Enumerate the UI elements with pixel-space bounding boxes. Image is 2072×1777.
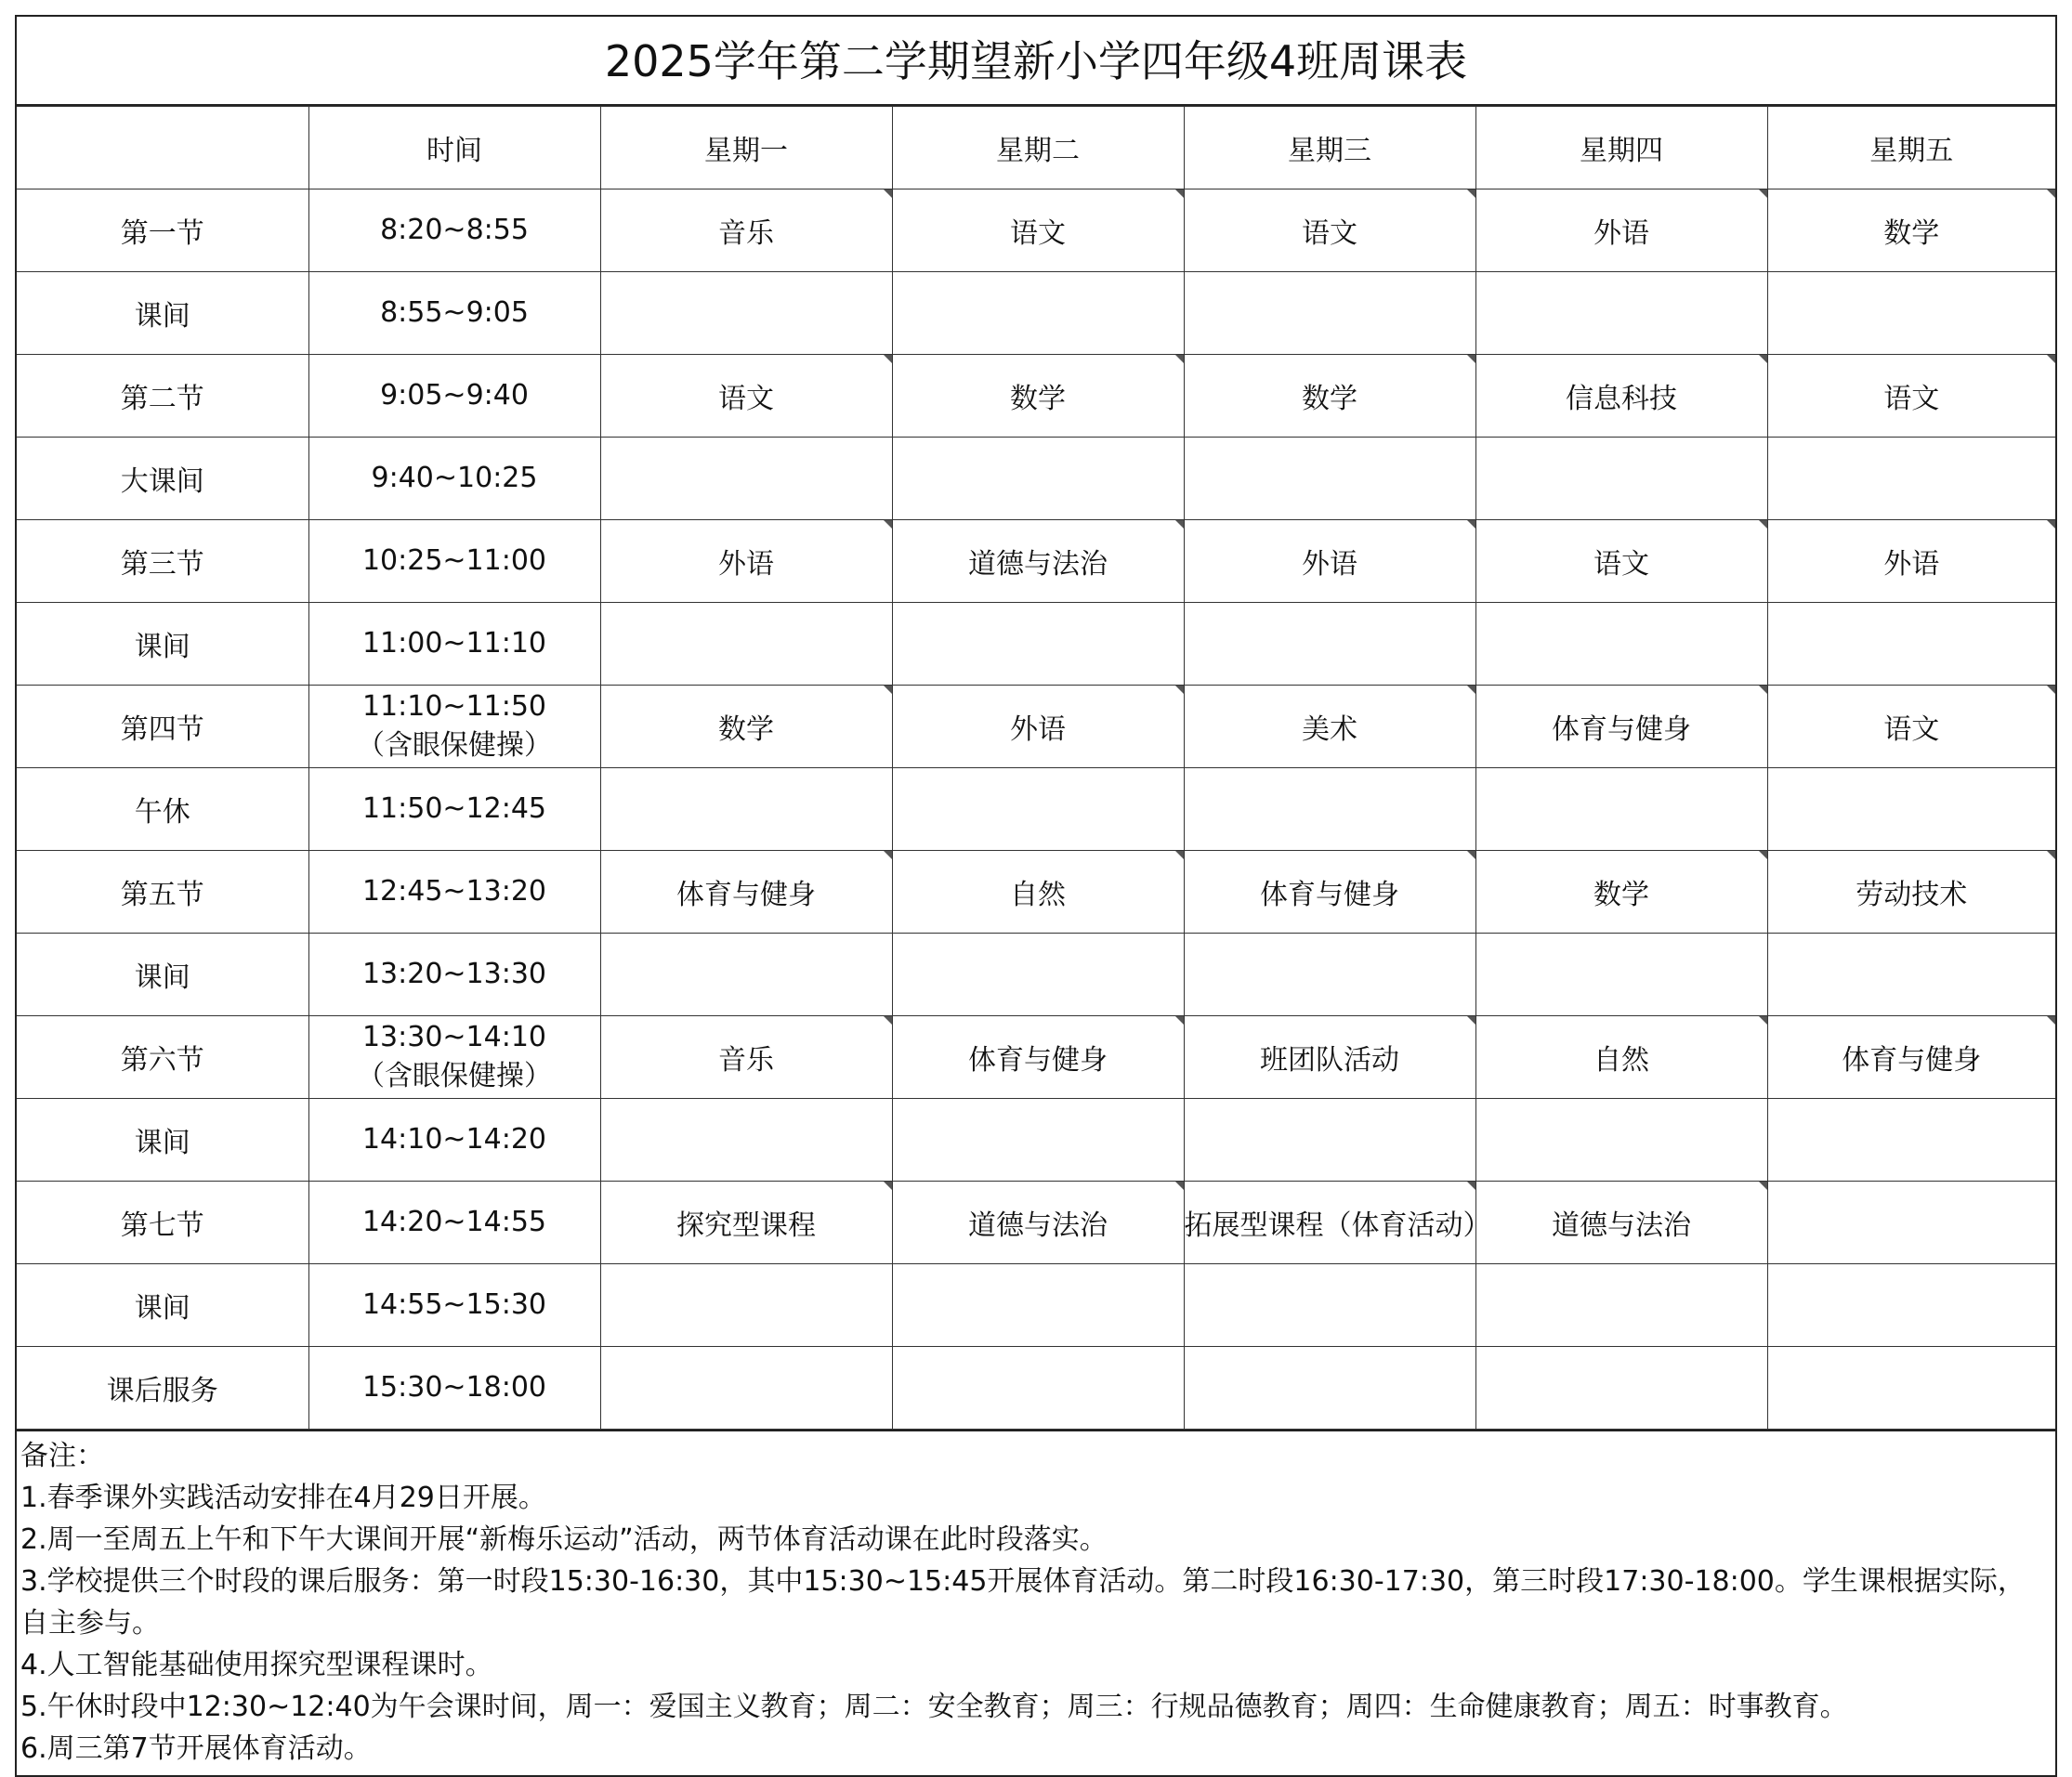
subject-cell [1767,272,2055,355]
table-row [17,189,2055,272]
subject-cell [1767,438,2055,520]
subject-cell: 音乐 [600,1016,892,1099]
header-row [17,107,2055,189]
time-cell [308,851,600,934]
subject-cell [1475,438,1767,520]
subject-cell [1475,603,1767,686]
subject-cell: 语文 [1475,520,1767,603]
schedule-table [17,106,2055,1430]
subject-cell [600,768,892,851]
subject-cell [892,603,1184,686]
time-range: 11:50~12:45 [361,792,547,825]
table-row [17,603,2055,686]
time-range: 13:30~14:10 [361,1021,547,1053]
subject-cell: 外语 [600,520,892,603]
time-cell [308,272,600,355]
time-cell [308,603,600,686]
table-row [17,851,2055,934]
period-cell: 课间 [17,934,308,1016]
time-cell [308,189,600,272]
table-row [17,1347,2055,1430]
subject-cell [1184,1264,1475,1347]
subject-cell [892,1264,1184,1347]
subject-cell [892,768,1184,851]
time-range: 8:55~9:05 [380,296,529,329]
subject-cell [892,272,1184,355]
subject-cell [1184,768,1475,851]
time-note: （含眼保健操） [357,729,552,762]
subject-cell: 体育与健身 [1767,1016,2055,1099]
note-line: 6.周三第7节开展体育活动。 [20,1732,372,1765]
time-cell [308,1182,600,1264]
period-cell: 课间 [17,1264,308,1347]
schedule-body [17,189,2055,1430]
time-cell [308,768,600,851]
subject-cell: 音乐 [600,189,892,272]
subject-cell [1767,1347,2055,1430]
subject-cell: 美术 [1184,686,1475,768]
period-cell: 午休 [17,768,308,851]
subject-cell: 语文 [892,189,1184,272]
subject-cell [1767,1099,2055,1182]
subject-cell [1184,272,1475,355]
subject-cell [1475,1347,1767,1430]
subject-cell [1184,438,1475,520]
subject-cell: 道德与法治 [892,1182,1184,1264]
subject-cell [892,438,1184,520]
subject-cell: 道德与法治 [892,520,1184,603]
subject-cell: 拓展型课程（体育活动） [1184,1182,1475,1264]
subject-cell [1767,603,2055,686]
time-cell [308,355,600,438]
time-cell [308,520,600,603]
period-cell: 第一节 [17,189,308,272]
period-cell: 第六节 [17,1016,308,1099]
subject-cell [600,1264,892,1347]
table-row [17,1099,2055,1182]
subject-cell: 数学 [1767,189,2055,272]
subject-cell: 数学 [1184,355,1475,438]
note-line: 2.周一至周五上午和下午大课间开展“新梅乐运动”活动，两节体育活动课在此时段落实。 [20,1523,1108,1556]
time-range: 11:00~11:10 [361,627,547,660]
subject-cell [892,1347,1184,1430]
table-row [17,355,2055,438]
subject-cell [600,272,892,355]
subject-cell [600,934,892,1016]
subject-cell: 体育与健身 [1184,851,1475,934]
subject-cell: 外语 [1767,520,2055,603]
subject-cell: 体育与健身 [600,851,892,934]
subject-cell: 数学 [1475,851,1767,934]
subject-cell: 外语 [1475,189,1767,272]
time-range: 8:20~8:55 [380,214,529,246]
time-range: 11:10~11:50 [361,690,547,723]
header-cell: 星期二 [892,107,1184,189]
subject-cell: 道德与法治 [1475,1182,1767,1264]
header-cell: 时间 [308,107,600,189]
subject-cell [1767,934,2055,1016]
time-cell [308,1016,600,1099]
subject-cell [1184,603,1475,686]
subject-cell: 体育与健身 [1475,686,1767,768]
period-cell: 第三节 [17,520,308,603]
time-cell [308,934,600,1016]
subject-cell [1184,1099,1475,1182]
time-range: 13:20~13:30 [361,958,547,990]
table-row [17,438,2055,520]
note-line: 5.午休时段中12:30~12:40为午会课时间，周一：爱国主义教育；周二：安全教育；周三：行规品德教育；周四：生命健康教育；周五：时事教育。 [20,1691,1848,1723]
time-range: 12:45~13:20 [361,875,547,908]
subject-cell [1767,768,2055,851]
table-row [17,520,2055,603]
subject-cell [1184,934,1475,1016]
subject-cell [1475,1099,1767,1182]
subject-cell: 外语 [892,686,1184,768]
note-line: 1.春季课外实践活动安排在4月29日开展。 [20,1482,546,1514]
period-cell: 课后服务 [17,1347,308,1430]
table-row [17,768,2055,851]
subject-cell: 外语 [1184,520,1475,603]
subject-cell: 体育与健身 [892,1016,1184,1099]
time-range: 14:10~14:20 [361,1123,547,1156]
header-cell: 星期一 [600,107,892,189]
subject-cell [1184,1347,1475,1430]
note-line: 备注： [20,1440,104,1472]
subject-cell [600,603,892,686]
subject-cell [1767,1182,2055,1264]
subject-cell [1475,768,1767,851]
time-note: （含眼保健操） [357,1060,552,1092]
header-cell: 星期四 [1475,107,1767,189]
subject-cell: 语文 [1767,355,2055,438]
table-row [17,272,2055,355]
header-cell: 星期五 [1767,107,2055,189]
subject-cell [1475,1264,1767,1347]
header-cell: 星期三 [1184,107,1475,189]
time-range: 14:20~14:55 [361,1206,547,1238]
subject-cell: 数学 [892,355,1184,438]
subject-cell [600,438,892,520]
note-line: 3.学校提供三个时段的课后服务：第一时段15:30-16:30，其中15:30~15:45开展体育活动。第二时段16:30-17:30，第三时段17:30-18:00。学生课根据实际，自主参与。 [20,1565,2026,1640]
page-title: 2025学年第二学期望新小学四年级4班周课表 [17,17,2055,106]
time-range: 15:30~18:00 [361,1371,547,1404]
table-row [17,1264,2055,1347]
time-cell [308,1264,600,1347]
period-cell: 第七节 [17,1182,308,1264]
subject-cell: 探究型课程 [600,1182,892,1264]
subject-cell [892,934,1184,1016]
subject-cell: 班团队活动 [1184,1016,1475,1099]
period-cell: 课间 [17,603,308,686]
table-row [17,1016,2055,1099]
subject-cell [600,1347,892,1430]
subject-cell [1475,934,1767,1016]
timetable-sheet [15,15,2057,1777]
period-cell: 第四节 [17,686,308,768]
period-cell: 大课间 [17,438,308,520]
time-cell [308,438,600,520]
notes-section [17,1430,2055,1775]
subject-cell [892,1099,1184,1182]
subject-cell: 信息科技 [1475,355,1767,438]
subject-cell [1475,272,1767,355]
period-cell: 课间 [17,1099,308,1182]
subject-cell: 自然 [1475,1016,1767,1099]
time-cell [308,1099,600,1182]
time-range: 10:25~11:00 [361,544,547,577]
time-cell [308,686,600,768]
subject-cell: 语文 [600,355,892,438]
table-row [17,686,2055,768]
period-cell: 第二节 [17,355,308,438]
note-line: 4.人工智能基础使用探究型课程课时。 [20,1649,493,1681]
subject-cell: 语文 [1184,189,1475,272]
time-range: 9:05~9:40 [380,379,529,412]
subject-cell [600,1099,892,1182]
period-cell: 第五节 [17,851,308,934]
time-range: 14:55~15:30 [361,1288,547,1321]
table-row [17,1182,2055,1264]
header-cell [17,107,308,189]
subject-cell: 数学 [600,686,892,768]
subject-cell: 劳动技术 [1767,851,2055,934]
subject-cell [1767,1264,2055,1347]
subject-cell: 自然 [892,851,1184,934]
subject-cell: 语文 [1767,686,2055,768]
table-row [17,934,2055,1016]
time-cell [308,1347,600,1430]
time-range: 9:40~10:25 [371,462,538,494]
period-cell: 课间 [17,272,308,355]
